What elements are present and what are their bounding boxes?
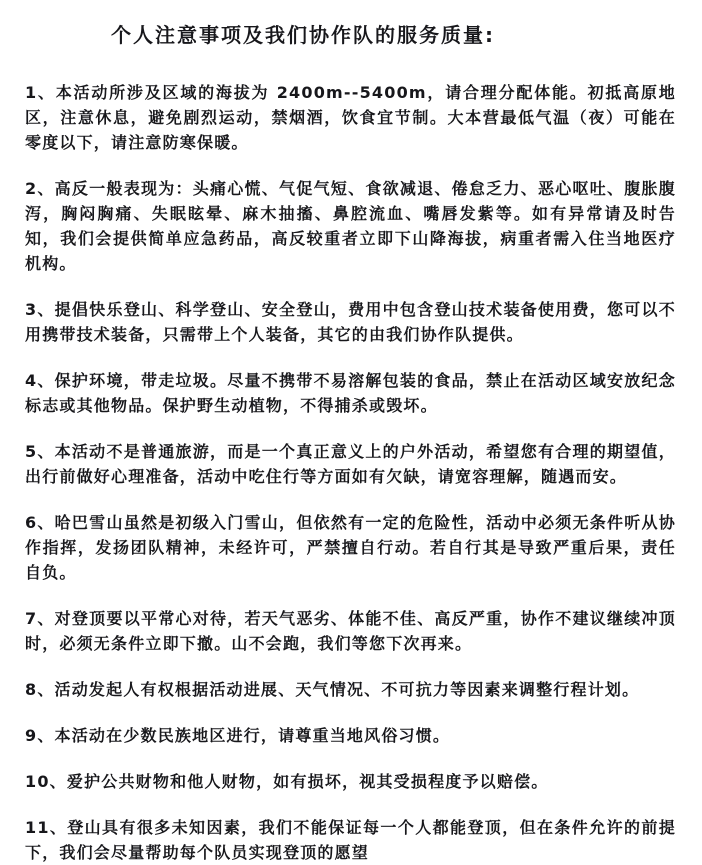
paragraph-list — [25, 80, 676, 865]
notice-paragraph-9: 9、本活动在少数民族地区进行，请尊重当地风俗习惯。 — [25, 726, 451, 745]
notice-paragraph-11: 11、登山具有很多未知因素，我们不能保证每一个人都能登顶，但在条件允许的前提下，我们会尽量帮助每个队员实现登顶的愿望 — [25, 818, 676, 862]
notice-paragraph-4: 4、保护环境，带走垃圾。尽量不携带不易溶解包装的食品，禁止在活动区域安放纪念标志或其他物品。保护野生动植物，不得捕杀或毁坏。 — [25, 371, 676, 415]
notice-paragraph-5: 5、本活动不是普通旅游，而是一个真正意义上的户外活动，希望您有合理的期望值，出行前做好心理准备，活动中吃住行等方面如有欠缺，请宽容理解，随遇而安。 — [25, 442, 676, 486]
document-title: 个人注意事项及我们协作队的服务质量: — [111, 23, 495, 47]
notice-paragraph-2: 2、高反一般表现为：头痛心慌、气促气短、食欲减退、倦怠乏力、恶心呕吐、腹胀腹泻，胸闷胸痛、失眠眩晕、麻木抽搐、鼻腔流血、嘴唇发紫等。如有异常请及时告知，我们会提供简单应急药品，高反较重者立即下山降海拔，病重者需入住当地医疗机构。 — [25, 179, 676, 273]
notice-paragraph-1: 1、本活动所涉及区域的海拔为 2400m--5400m，请合理分配体能。初抵高原地区，注意休息，避免剧烈运动，禁烟酒，饮食宜节制。大本营最低气温（夜）可能在零度以下，请注意防寒保暖。 — [25, 83, 676, 152]
notice-paragraph-3: 3、提倡快乐登山、科学登山、安全登山，费用中包含登山技术装备使用费，您可以不用携带技术装备，只需带上个人装备，其它的由我们协作队提供。 — [25, 300, 676, 344]
notice-paragraph-10: 10、爱护公共财物和他人财物，如有损坏，视其受损程度予以赔偿。 — [25, 772, 549, 791]
notice-paragraph-6: 6、哈巴雪山虽然是初级入门雪山，但依然有一定的危险性，活动中必须无条件听从协作指挥，发扬团队精神，未经许可，严禁擅自行动。若自行其是导致严重后果，责任自负。 — [25, 513, 676, 582]
notice-paragraph-7: 7、对登顶要以平常心对待，若天气恶劣、体能不佳、高反严重，协作不建议继续冲顶时，必须无条件立即下撤。山不会跑，我们等您下次再来。 — [25, 609, 676, 653]
notice-paragraph-8: 8、活动发起人有权根据活动进展、天气情况、不可抗力等因素来调整行程计划。 — [25, 680, 640, 699]
